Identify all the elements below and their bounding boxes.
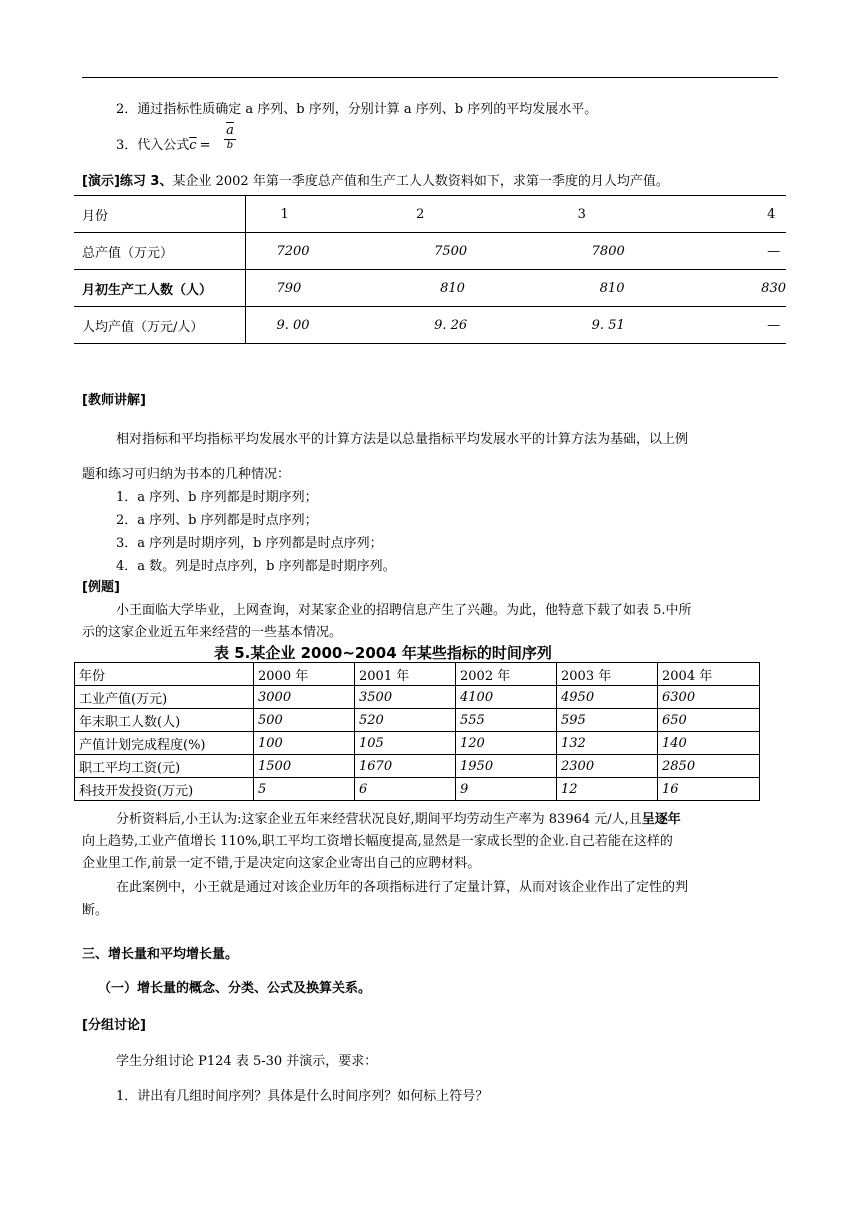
analysis-line-2: 向上趋势,工业产值增长 110%,职工平均工资增长幅度提高,显然是一家成长型的企业.自己若能在这样的 <box>82 834 673 849</box>
table-cell: — <box>749 233 786 270</box>
table-row <box>75 778 760 801</box>
table-cell: 产值计划完成程度(%) <box>75 732 254 755</box>
formula-numerator: $\overline{a}$ <box>226 123 234 138</box>
table-cell: 6 <box>355 778 456 801</box>
table-cell: 4 <box>749 196 786 233</box>
table-cell: 3500 <box>355 686 456 709</box>
table-cell: 科技开发投资(万元) <box>75 778 254 801</box>
teacher-item-4: 4．a 数。列是时点序列，b 序列都是时期序列。 <box>116 559 396 574</box>
header-rule <box>82 77 778 78</box>
example-tag: [例题] <box>82 580 120 595</box>
table-header-row <box>75 663 760 686</box>
table-cell: 1500 <box>254 755 355 778</box>
table-row <box>74 196 786 233</box>
table-row <box>74 270 786 307</box>
table-cell: 月初生产工人数（人） <box>74 270 246 307</box>
table-cell: 2 <box>400 196 578 233</box>
table-cell: 120 <box>456 732 557 755</box>
example-para-line-2: 示的这家企业近五年来经营的一些基本情况。 <box>82 625 343 640</box>
exercise-tag: [演示]练习 3、 <box>82 174 173 189</box>
section-3-subheading: （一）增长量的概念、分类、公式及换算关系。 <box>98 981 372 996</box>
table-row <box>75 709 760 732</box>
table-cell: 3 <box>578 196 750 233</box>
exercise-line <box>82 170 669 189</box>
column-header: 2003 年 <box>557 663 658 686</box>
example-para-line-1: 小王面临大学毕业，上网查询，对某家企业的招聘信息产生了兴趣。为此，他特意下载了如表 5.中所 <box>116 603 692 618</box>
analysis-line-1-text: 分析资料后,小王认为:这家企业五年来经营状况良好,期间平均劳动生产率为 83964 元/人,且 <box>116 812 642 827</box>
table-cell: 595 <box>557 709 658 732</box>
table-cell: 9. 51 <box>578 307 750 344</box>
formula-lhs: $\overline{c}$ <box>189 138 197 153</box>
table-row <box>75 732 760 755</box>
table-indicators <box>74 662 760 801</box>
table-cell: 总产值（万元） <box>74 233 246 270</box>
table-row <box>74 233 786 270</box>
exercise-text: 某企业 2002 年第一季度总产值和生产工人人数资料如下，求第一季度的月人均产值。 <box>172 174 669 189</box>
teacher-item-3: 3．a 序列是时期序列，b 序列都是时点序列； <box>116 536 383 551</box>
column-header: 年份 <box>75 663 254 686</box>
table-cell: — <box>749 307 786 344</box>
teacher-item-2: 2．a 序列、b 序列都是时点序列； <box>116 513 318 528</box>
table-cell: 105 <box>355 732 456 755</box>
table-row <box>75 755 760 778</box>
table-cell: 5 <box>254 778 355 801</box>
column-header: 2004 年 <box>658 663 760 686</box>
table-cell: 3000 <box>254 686 355 709</box>
analysis-line-1-emphasis: 呈逐年 <box>641 812 681 827</box>
analysis-line-3: 企业里工作,前景一定不错,于是决定向这家企业寄出自己的应聘材料。 <box>82 856 481 871</box>
analysis-line-4: 在此案例中，小王就是通过对该企业历年的各项指标进行了定量计算，从而对该企业作出了定性的判 <box>116 880 689 895</box>
table-row <box>74 307 786 344</box>
teacher-tag: [教师讲解] <box>82 393 146 408</box>
step-3-text <box>116 134 213 153</box>
table-cell: 职工平均工资(元) <box>75 755 254 778</box>
table-cell: 7500 <box>400 233 578 270</box>
column-header: 2002 年 <box>456 663 557 686</box>
table-cell: 年末职工人数(人) <box>75 709 254 732</box>
table-cell: 16 <box>658 778 760 801</box>
teacher-para-line-1: 相对指标和平均指标平均发展水平的计算方法是以总量指标平均发展水平的计算方法为基础，以上例 <box>116 432 689 447</box>
table-cell: 月份 <box>74 196 246 233</box>
table-cell: 9. 00 <box>246 307 400 344</box>
table-cell: 12 <box>557 778 658 801</box>
formula-equals: = <box>199 138 211 153</box>
table-cell: 1670 <box>355 755 456 778</box>
table-cell: 500 <box>254 709 355 732</box>
table-cell: 2850 <box>658 755 760 778</box>
table-cell: 650 <box>658 709 760 732</box>
table-cell: 9. 26 <box>400 307 578 344</box>
formula-denominator: $\overline{b}$ <box>226 140 234 151</box>
table-cell: 2300 <box>557 755 658 778</box>
column-header: 2000 年 <box>254 663 355 686</box>
analysis-line-5: 断。 <box>82 903 109 918</box>
column-header: 2001 年 <box>355 663 456 686</box>
step-2-text: 2．通过指标性质确定 a 序列、b 序列，分别计算 a 序列、b 序列的平均发展水平。 <box>116 102 598 117</box>
discussion-item-1: 1．讲出有几组时间序列？具体是什么时间序列？如何标上符号？ <box>116 1089 489 1104</box>
table-cell: 1950 <box>456 755 557 778</box>
discussion-para: 学生分组讨论 P124 表 5-30 并演示，要求： <box>116 1054 378 1069</box>
step-3-prefix: 3．代入公式 <box>116 138 190 153</box>
table-row <box>75 686 760 709</box>
table-monthly-output <box>74 195 786 344</box>
teacher-item-1: 1．a 序列、b 序列都是时期序列； <box>116 490 318 505</box>
table-cell: 830 <box>749 270 786 307</box>
table-cell: 520 <box>355 709 456 732</box>
section-3-heading: 三、增长量和平均增长量。 <box>82 947 239 962</box>
table-cell: 4100 <box>456 686 557 709</box>
teacher-para-line-2: 题和练习可归纳为书本的几种情况： <box>82 467 291 482</box>
table-cell: 工业产值(万元) <box>75 686 254 709</box>
table-cell: 100 <box>254 732 355 755</box>
table-cell: 9 <box>456 778 557 801</box>
table-title: 表 5.某企业 2000~2004 年某些指标的时间序列 <box>214 644 552 662</box>
table-cell: 1 <box>246 196 400 233</box>
table-cell: 555 <box>456 709 557 732</box>
formula-fraction <box>224 124 236 152</box>
analysis-line-1 <box>116 808 681 827</box>
table-cell: 810 <box>578 270 750 307</box>
table-cell: 810 <box>400 270 578 307</box>
table-cell: 790 <box>246 270 400 307</box>
table-cell: 6300 <box>658 686 760 709</box>
table-cell: 4950 <box>557 686 658 709</box>
table-cell: 7800 <box>578 233 750 270</box>
table-cell: 7200 <box>246 233 400 270</box>
table-cell: 140 <box>658 732 760 755</box>
table-cell: 132 <box>557 732 658 755</box>
group-discussion-tag: [分组讨论] <box>82 1018 146 1033</box>
table-cell: 人均产值（万元/人） <box>74 307 246 344</box>
